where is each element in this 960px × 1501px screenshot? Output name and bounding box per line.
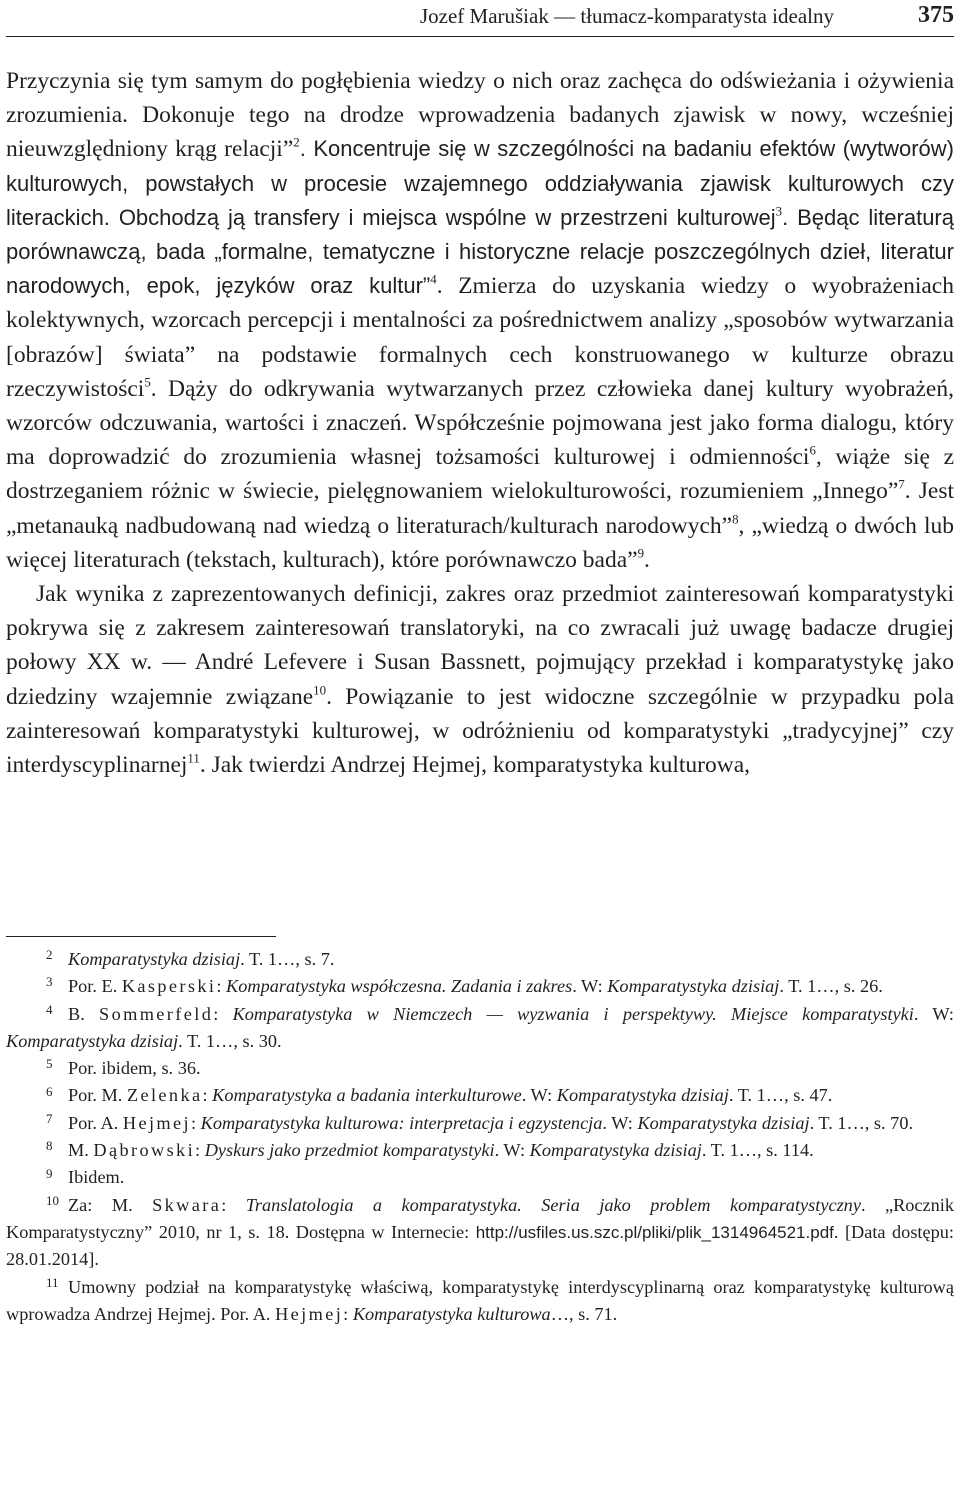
footnote-10: 10 Za: M. Skwara: Translatologia a komparatystyka. Seria jako problem komparatystyczny. „Rocznik Komparatystyczny” 2010, nr 1, s. 18. Dostępna w Internecie: http://usfiles.us.szc.pl/pliki/plik_1314964521.pdf. [Data dostępu: 28.01.2014]. xyxy=(6,1192,954,1270)
footnote-text: . T. 1…, s. 47. xyxy=(728,1085,833,1106)
footnote-text: . „Rocznik Komparatystyczny” 2010, nr 1, s. 18. Dostępna w Internecie: xyxy=(6,1194,954,1242)
footnote-11: 11 Umowny podział na komparatystykę właściwą, komparatystykę interdyscyplinarną oraz komparatystykę kulturową wprowadza Andrzej Hejmej. Por. A. Hejmej: Komparatystyka kulturowa…, s. 71. xyxy=(6,1274,954,1324)
footnote-text: Por. M. xyxy=(68,1085,127,1106)
footnote-text: …, s. 71. xyxy=(550,1303,618,1324)
footnote-ref: 9 xyxy=(637,545,645,561)
footnote-text: : xyxy=(343,1303,353,1324)
footnote-source: Komparatystyka dzisiaj xyxy=(637,1112,810,1133)
footnote-text: : xyxy=(213,1003,233,1024)
footnote-text: : xyxy=(190,1112,201,1133)
footnote-text: : xyxy=(195,1140,205,1161)
footnote-text: . T. 1…, s. 7. xyxy=(240,949,335,969)
footnote-2: 2 Komparatystyka dzisiaj. T. 1…, s. 7. xyxy=(46,947,335,969)
text-run: . Powiązanie to jest widoczne szczególnie w przypadku pola zainteresowań komparatystyki kulturowej, w odróżnieniu od komparatystyki „tradycyjnej” czy interdyscyplinarnej xyxy=(6,683,954,779)
footnote-text: M. xyxy=(68,1140,94,1161)
footnote-title: Komparatystyka współczesna. Zadania i zakres xyxy=(226,976,573,997)
text-run: . Koncentruje się w szczególności na badaniu efektów (wytworów) kulturowych, powstałych w procesie wzajemnego oddziaływania zjawisk kulturowych czy literackich. Obchodzą ją transfery i miejsca wspólne w przestrzeni kulturowej xyxy=(6,136,954,230)
footnote-7: 7 Por. A. Hejmej: Komparatystyka kulturowa: interpretacja i egzystencja. W: Komparatystyka dzisiaj. T. 1…, s. 70. xyxy=(46,1110,914,1133)
footnote-3: 3 Por. E. Kasperski: Komparatystyka współczesna. Zadania i zakres. W: Komparatystyka dzisiaj. T. 1…, s. 26. xyxy=(46,974,883,997)
text-run: . Dąży do odkrywania wytwarzanych przez człowieka danej kultury wyobrażeń, wzorców odczuwania, wartości i znaczeń. Współcześnie pojmowana jest jako forma dialogu, który ma doprowadzić do zrozumienia własnej tożsamości kulturowej i odmienności xyxy=(6,375,954,471)
footnote-title: Komparatystyka kulturowa xyxy=(352,1303,551,1324)
footnote-ref: 7 xyxy=(898,476,905,492)
footnote-text: Por. A. xyxy=(68,1112,123,1133)
footnote-author: Hejmej xyxy=(275,1303,344,1324)
footnotes xyxy=(6,946,954,1328)
text-run: Przyczynia się tym samym do pogłębienia wiedzy o nich oraz zachęca do odświeżania i ożywienia zrozumienia. Dokonuje tego na drodze wprowadzenia badanych zjawisk w nowy, wcześniej nieuwzględniony krąg relacji” xyxy=(6,68,954,163)
footnote-title: Komparatystyka w Niemczech — wyzwania i perspektywy. Miejsce komparatystyki xyxy=(232,1003,914,1024)
running-title: Jozef Marušiak — tłumacz-komparatysta idealny xyxy=(419,4,834,28)
paragraph-2 xyxy=(6,577,954,782)
text-run: . xyxy=(644,546,650,573)
footnote-text: Za: M. xyxy=(68,1194,153,1215)
footnote-text: . T. 1…, s. 30. xyxy=(178,1030,282,1051)
footnote-ref: 11 xyxy=(187,750,200,766)
footnote-text: : xyxy=(202,1085,213,1106)
footnote-author: Skwara xyxy=(152,1194,222,1215)
footnote-text: : xyxy=(216,976,227,997)
footnote-5: 5 Por. ibidem, s. 36. xyxy=(46,1056,201,1079)
footnote-source: Komparatystyka dzisiaj xyxy=(6,1030,179,1051)
main-text xyxy=(6,64,954,782)
footnote-9: 9 Ibidem. xyxy=(46,1165,125,1188)
footnote-text: . [Data dostępu: 28.01.2014]. xyxy=(6,1221,954,1270)
footnote-ref: 10 xyxy=(313,681,327,697)
footnote-text: . W: xyxy=(602,1112,638,1133)
footnote-text: . T. 1…, s. 70. xyxy=(809,1112,914,1133)
text-run: . Jest „metanauką nadbudowaną nad wiedzą o literaturach/kulturach narodowych” xyxy=(6,478,955,539)
text-run: , „wiedzą o dwóch lub więcej literaturach (tekstach, kulturach), które porównawczo bada” xyxy=(6,512,954,573)
footnote-ref: 8 xyxy=(732,510,739,526)
text-run: . Jak twierdzi Andrzej Hejmej, komparatystyka kulturowa, xyxy=(199,752,750,779)
footnote-source: Komparatystyka dzisiaj xyxy=(529,1140,702,1161)
paragraph-1 xyxy=(6,64,954,577)
footnote-text: Ibidem. xyxy=(68,1167,125,1188)
footnote-title: Dyskurs jako przedmiot komparatystyki xyxy=(204,1140,495,1161)
text-run: . Będąc literaturą porównawczą, bada „formalne, tematyczne i historyczne relacje poszczególnych dzieł, literatur narodowych, epok, języków oraz kultur” xyxy=(6,204,954,299)
footnote-author: Kasperski xyxy=(121,976,217,997)
text-run: Jak wynika z zaprezentowanych definicji, zakres oraz przedmiot zainteresowań komparatystyki pokrywa się z zakresem zainteresowań translatoryki, na co zwracali już uwagę badacze drugiej połowy XX w. — André Lefevere i Susan Bassnett, pojmujący przekład i komparatystykę jako dziedziny wzajemnie związane xyxy=(6,581,954,710)
footnote-author: Hejmej xyxy=(122,1112,191,1133)
footnote-4: 4 B. Sommerfeld: Komparatystyka w Niemczech — wyzwania i perspektywy. Miejsce komparatystyki. W: Komparatystyka dzisiaj. T. 1…, s. 30. xyxy=(6,1001,955,1051)
footnote-title: Komparatystyka dzisiaj xyxy=(68,949,241,969)
footnote-8: 8 M. Dąbrowski: Dyskurs jako przedmiot komparatystyki. W: Komparatystyka dzisiaj. T. 1…, s. 114. xyxy=(46,1138,814,1161)
footnote-text: . W: xyxy=(913,1003,955,1024)
footnote-text: : xyxy=(221,1194,246,1215)
footnote-separator xyxy=(6,936,276,937)
footnote-6: 6 Por. M. Zelenka: Komparatystyka a badania interkulturowe. W: Komparatystyka dzisiaj. T. 1…, s. 47. xyxy=(46,1083,833,1106)
footnote-source: Komparatystyka dzisiaj xyxy=(607,976,780,997)
footnote-author: Zelenka xyxy=(126,1085,203,1106)
footnote-text: Por. ibidem, s. 36. xyxy=(68,1058,201,1079)
footnote-title: Komparatystyka kulturowa: interpretacja i egzystencja xyxy=(200,1112,603,1133)
footnote-text: Umowny podział na komparatystykę właściwą, komparatystykę interdyscyplinarną oraz komparatystykę kulturową wprowadza Andrzej Hejmej. Por. A. xyxy=(6,1276,954,1324)
running-header xyxy=(6,0,954,37)
footnote-text: . T. 1…, s. 114. xyxy=(701,1140,814,1161)
footnote-ref: 2 xyxy=(293,134,300,150)
footnote-ref: 6 xyxy=(809,442,816,458)
footnote-text: . W: xyxy=(572,976,608,997)
footnote-ref: 3 xyxy=(775,203,783,219)
text-run: , wiąże się z dostrzeganiem różnic w świecie, pielęgnowaniem wielokulturowości, rozumieniem „Innego” xyxy=(6,444,954,505)
footnote-author: Dąbrowski xyxy=(93,1140,196,1161)
footnote-text: . W: xyxy=(494,1140,530,1161)
footnote-title: Translatologia a komparatystyka. Seria jako problem komparatystyczny xyxy=(245,1194,861,1215)
footnote-url[interactable]: http://usfiles.us.szc.pl/pliki/plik_1314964521.pdf xyxy=(475,1222,834,1242)
footnote-text: B. xyxy=(68,1003,100,1024)
text-run: . Zmierza do uzyskania wiedzy o wyobrażeniach kolektywnych, wzorcach percepcji i mentalności za pośrednictwem analizy „sposobów wytwarzania [obrazów] świata” na podstawie formalnych cech konstruowanego w kulturze obrazu rzeczywistości xyxy=(6,273,954,402)
footnote-text: Por. E. xyxy=(68,976,122,997)
footnote-title: Komparatystyka a badania interkulturowe xyxy=(212,1085,522,1106)
page-number: 375 xyxy=(918,2,954,28)
footnote-author: Sommerfeld xyxy=(99,1003,214,1024)
footnote-text: . W: xyxy=(521,1085,557,1106)
footnote-ref: 5 xyxy=(144,374,151,390)
footnote-text: . T. 1…, s. 26. xyxy=(779,976,883,997)
footnote-ref: 4 xyxy=(430,271,437,287)
footnote-source: Komparatystyka dzisiaj xyxy=(556,1085,729,1106)
